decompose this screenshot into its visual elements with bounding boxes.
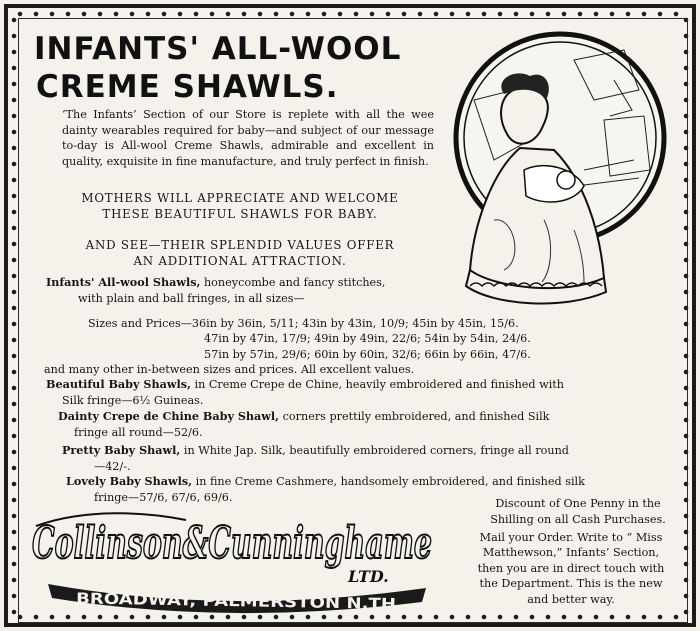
mail-line-2: Matthewson,” Infants’ Section,	[482, 546, 660, 560]
appeal-mothers-line-1: MOTHERS WILL APPRECIATE AND WELCOME	[81, 191, 399, 205]
sizes-line-1: Sizes and Prices—36in by 36in, 5/11; 43in by 43in, 10/9; 45in by 45in, 15/6.	[88, 317, 519, 330]
mail-line-4: the Department. This is the new	[479, 577, 663, 591]
appeal-values	[40, 237, 440, 269]
appeal-mothers-line-2: THESE BEAUTIFUL SHAWLS FOR BABY.	[102, 207, 378, 221]
item-lovely-desc: in fine Creme Cashmere, handsomely embroidered, and finished silk	[192, 475, 585, 488]
svg-text:BROADWAY, PALMERSTON N.TH: BROADWAY, PALMERSTON N.TH	[75, 589, 342, 613]
item-pretty-baby-shawl	[62, 443, 569, 474]
svg-text:Collinson&Cunninghame: Collinson&Cunninghame	[32, 518, 432, 569]
mail-line-3: then you are in direct touch with	[477, 561, 665, 575]
item-lovely-title: Lovely Baby Shawls,	[66, 474, 193, 488]
appeal-values-line-1: AND SEE—THEIR SPLENDID VALUES OFFER	[85, 238, 395, 252]
mail-line-5: and better way.	[527, 592, 615, 606]
item-beautiful-baby-shawls	[46, 377, 564, 408]
item-dainty-title: Dainty Crepe de Chine Baby Shawl,	[58, 409, 280, 423]
item-pretty-line-2: —42/-.	[94, 459, 131, 473]
discount-line-2: Shilling on all Cash Purchases.	[490, 512, 666, 526]
appeal-mothers	[40, 190, 440, 222]
item-all-wool-title: Infants' All-wool Shawls,	[46, 275, 201, 289]
cash-discount-notice	[474, 496, 682, 527]
mother-and-baby-illustration	[434, 20, 682, 315]
headline-line-1: INFANTS' ALL-WOOL	[34, 31, 402, 67]
item-pretty-title: Pretty Baby Shawl,	[62, 443, 181, 457]
mail-line-1: Mail your Order. Write to “ Miss	[479, 531, 663, 544]
sizes-line-2: 47in by 47in, 17/9; 49in by 49in, 22/6; 54in by 54in, 24/6.	[204, 332, 531, 346]
item-dainty-line-2: fringe all round—52/6.	[74, 425, 203, 439]
sizes-line-4: and many other in-between sizes and prices. All excellent values.	[44, 363, 415, 377]
intro-paragraph: ‘The Infants’ Section of our Store is replete with all the wee dainty wearables required for baby—and subject of our message to-day is All-wool Creme Shawls, admirable and excellent in quality, exquisite in fine manufacture, and truly perfect in finish.	[62, 108, 434, 168]
headline-line-2: CREME SHAWLS.	[36, 69, 339, 105]
item-all-wool-shawls	[46, 275, 385, 306]
border-ornament-top	[12, 10, 688, 18]
mail-order-notice	[460, 530, 682, 607]
item-lovely-line-2: fringe—57/6, 67/6, 69/6.	[94, 490, 233, 504]
sizes-and-prices	[44, 316, 531, 378]
appeal-values-line-2: AN ADDITIONAL ATTRACTION.	[133, 254, 347, 268]
item-dainty-crepe-shawl	[58, 409, 549, 440]
item-pretty-desc: in White Jap. Silk, beautifully embroidered corners, fringe all round	[180, 444, 569, 457]
svg-text:LTD.: LTD.	[348, 567, 389, 586]
sizes-line-3: 57in by 57in, 29/6; 60in by 60in, 32/6; 66in by 66in, 47/6.	[204, 347, 531, 361]
headline	[34, 30, 401, 106]
item-all-wool-line-2: with plain and ball fringes, in all sizes—	[78, 291, 305, 305]
item-beautiful-title: Beautiful Baby Shawls,	[46, 377, 191, 391]
store-logo	[26, 498, 446, 618]
border-ornament-left	[10, 12, 18, 619]
item-beautiful-desc: in Creme Crepe de Chine, heavily embroidered and finished with	[190, 378, 564, 391]
discount-line-1: Discount of One Penny in the	[495, 497, 661, 510]
item-dainty-desc: corners prettily embroidered, and finished Silk	[279, 410, 550, 423]
item-all-wool-desc: honeycombe and fancy stitches,	[200, 276, 386, 289]
item-beautiful-line-2: Silk fringe—6½ Guineas.	[62, 393, 204, 407]
